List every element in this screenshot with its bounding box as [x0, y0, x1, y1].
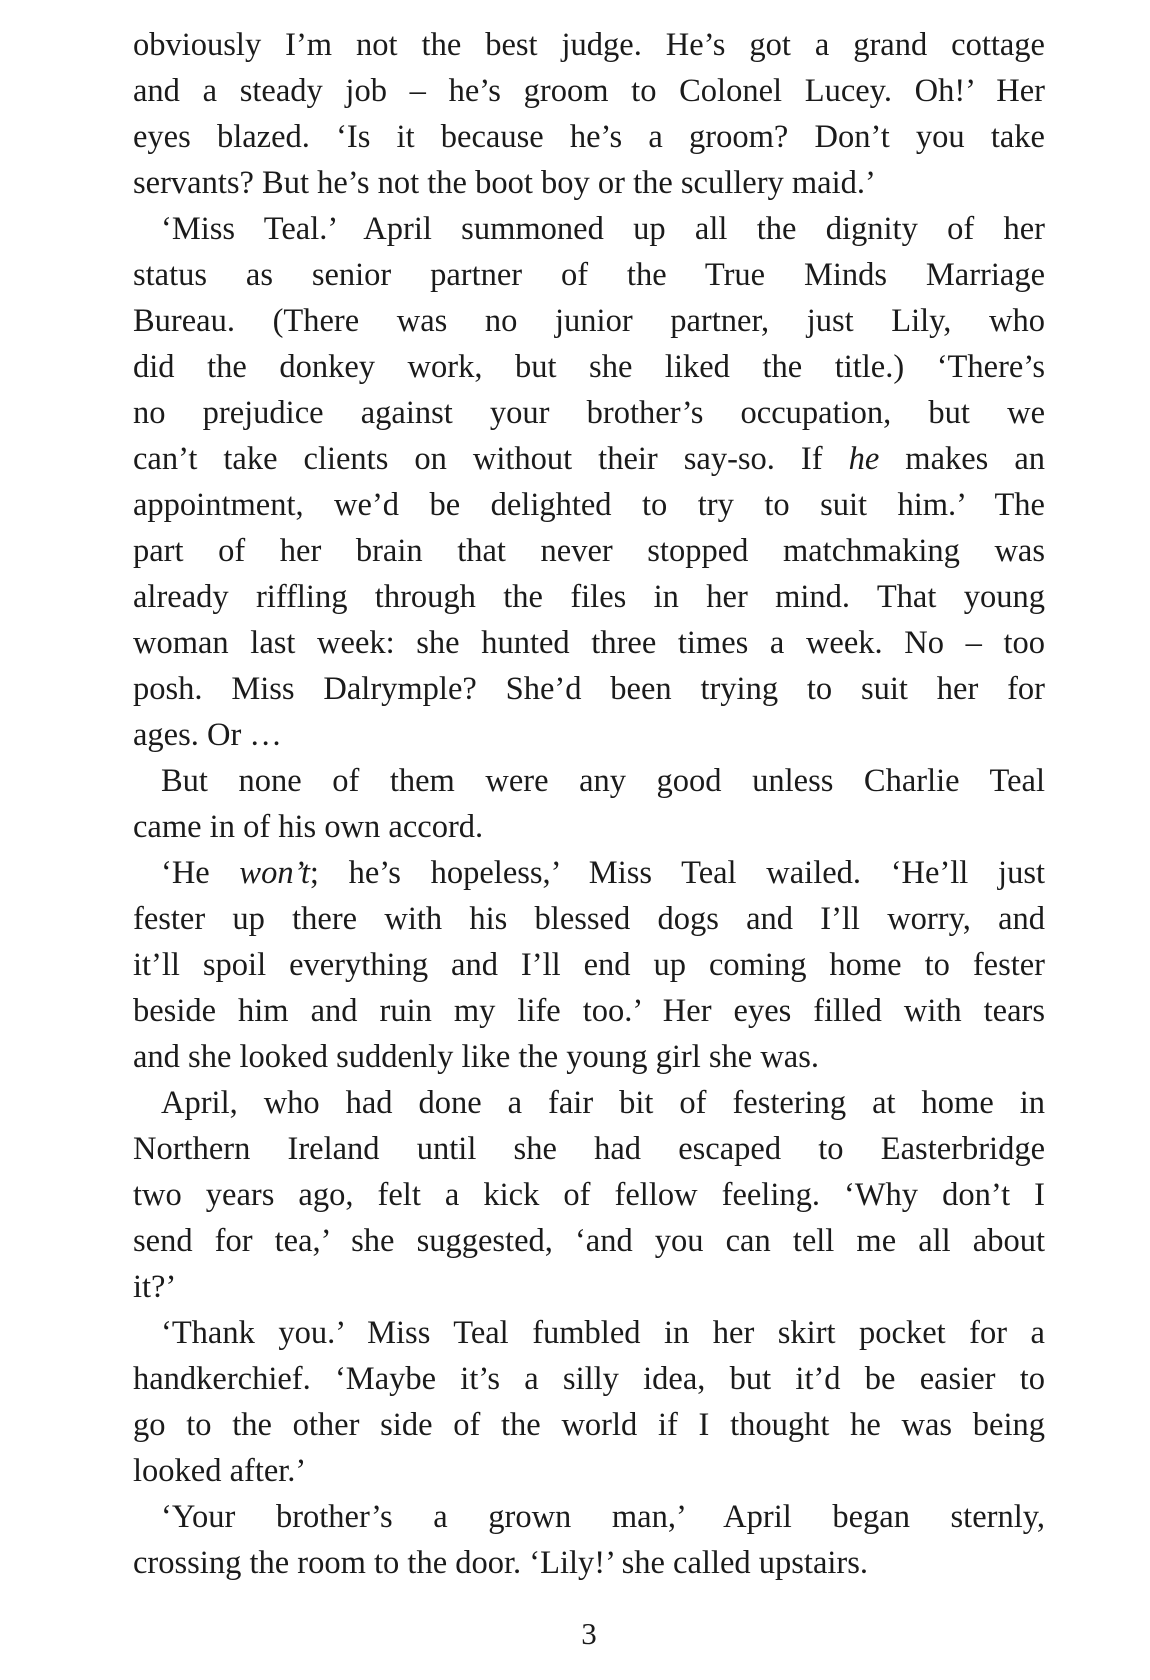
text-run: status as senior partner of the True Minds Marriage — [133, 257, 1045, 293]
text-line — [133, 804, 1045, 850]
text-line — [133, 1402, 1045, 1448]
text-run: part of her brain that never stopped matchmaking was — [133, 533, 1045, 569]
text-line — [133, 1080, 1045, 1126]
text-line — [133, 1448, 1045, 1494]
text-line — [133, 666, 1045, 712]
text-run: send for tea,’ she suggested, ‘and you can tell me all about — [133, 1223, 1045, 1259]
text-run: came in of his own accord. — [133, 809, 484, 845]
text-line — [133, 620, 1045, 666]
text-run: Bureau. (There was no junior partner, just Lily, who — [133, 303, 1045, 339]
text-run: handkerchief. ‘Maybe it’s a silly idea, but it’d be easier to — [133, 1361, 1045, 1397]
italic-text-run: won’t — [239, 855, 310, 891]
text-run: fester up there with his blessed dogs and I’ll worry, and — [133, 901, 1045, 937]
text-line — [133, 896, 1045, 942]
text-line — [133, 942, 1045, 988]
text-run: and a steady job – he’s groom to Colonel Lucey. Oh!’ Her — [133, 73, 1045, 109]
text-run: ages. Or … — [133, 717, 282, 753]
text-run: But none of them were any good unless Charlie Teal — [161, 763, 1045, 799]
text-line — [133, 252, 1045, 298]
text-run: ; he’s hopeless,’ Miss Teal wailed. ‘He’ll just — [309, 855, 1045, 891]
text-line — [133, 850, 1045, 896]
text-run: crossing the room to the door. ‘Lily!’ she called upstairs. — [133, 1545, 868, 1581]
text-run: ‘He — [161, 855, 240, 891]
text-line — [133, 22, 1045, 68]
text-run: did the donkey work, but she liked the title.) ‘There’s — [133, 349, 1045, 385]
text-line — [133, 528, 1045, 574]
text-line — [133, 1310, 1045, 1356]
text-line — [133, 1034, 1045, 1080]
text-run: it’ll spoil everything and I’ll end up coming home to fester — [133, 947, 1045, 983]
text-run: looked after.’ — [133, 1453, 307, 1489]
text-line — [133, 436, 1045, 482]
text-line — [133, 114, 1045, 160]
text-line — [133, 482, 1045, 528]
text-run: ‘Miss Teal.’ April summoned up all the dignity of her — [161, 211, 1045, 247]
text-run: Northern Ireland until she had escaped to Easterbridge — [133, 1131, 1045, 1167]
text-line — [133, 1494, 1045, 1540]
text-run: ‘Your brother’s a grown man,’ April began sternly, — [161, 1499, 1045, 1535]
text-line — [133, 1356, 1045, 1402]
italic-text-run: he — [848, 441, 880, 477]
text-run: appointment, we’d be delighted to try to suit him.’ The — [133, 487, 1045, 523]
text-line — [133, 1172, 1045, 1218]
text-line — [133, 344, 1045, 390]
text-line — [133, 160, 1045, 206]
text-run: can’t take clients on without their say-so. If — [133, 441, 849, 477]
text-line — [133, 574, 1045, 620]
text-run: beside him and ruin my life too.’ Her eyes filled with tears — [133, 993, 1045, 1029]
text-run: and she looked suddenly like the young girl she was. — [133, 1039, 819, 1075]
text-run: makes an — [879, 441, 1045, 477]
text-run: already riffling through the files in her mind. That young — [133, 579, 1045, 615]
text-line — [133, 1264, 1045, 1310]
text-run: April, who had done a fair bit of festering at home in — [161, 1085, 1045, 1121]
text-run: two years ago, felt a kick of fellow feeling. ‘Why don’t I — [133, 1177, 1045, 1213]
text-line — [133, 758, 1045, 804]
text-line — [133, 1540, 1045, 1586]
text-run: eyes blazed. ‘Is it because he’s a groom? Don’t you take — [133, 119, 1045, 155]
text-line — [133, 1126, 1045, 1172]
text-run: it?’ — [133, 1269, 177, 1305]
text-run: no prejudice against your brother’s occupation, but we — [133, 395, 1045, 431]
text-run: servants? But he’s not the boot boy or the scullery maid.’ — [133, 165, 876, 201]
text-run: ‘Thank you.’ Miss Teal fumbled in her skirt pocket for a — [161, 1315, 1045, 1351]
text-line — [133, 712, 1045, 758]
text-line — [133, 390, 1045, 436]
text-line — [133, 298, 1045, 344]
text-run: posh. Miss Dalrymple? She’d been trying to suit her for — [133, 671, 1045, 707]
text-line — [133, 68, 1045, 114]
text-line — [133, 988, 1045, 1034]
page-text — [133, 22, 1045, 1586]
text-run: obviously I’m not the best judge. He’s got a grand cottage — [133, 27, 1045, 63]
text-run: go to the other side of the world if I thought he was being — [133, 1407, 1045, 1443]
text-line — [133, 206, 1045, 252]
page-number: 3 — [581, 1616, 597, 1651]
text-line — [133, 1218, 1045, 1264]
text-run: woman last week: she hunted three times a week. No – too — [133, 625, 1045, 661]
